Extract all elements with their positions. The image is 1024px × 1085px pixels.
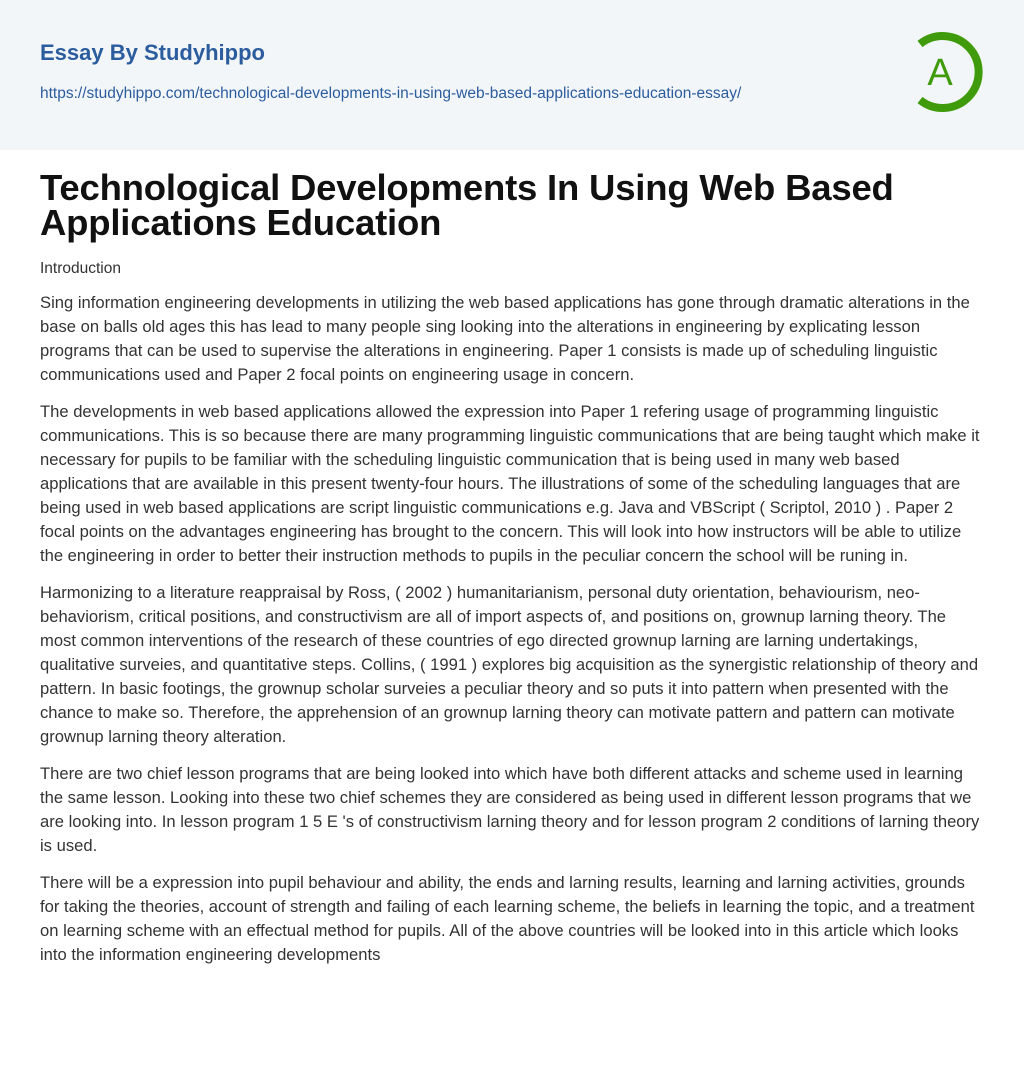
- svg-text:A: A: [927, 52, 953, 94]
- studyhippo-logo-icon: [912, 30, 986, 114]
- paragraph: There will be a expression into pupil behaviour and ability, the ends and larning results, learning and larning activities, grounds for taking the theories, account of strength and failing of each learning scheme, the beliefs in learning the topic, and a treatment on learning scheme with an effectual method for pupils. All of the above countries will be looked into in this article which looks into the information engineering developments: [40, 873, 975, 964]
- site-header: [0, 0, 1024, 150]
- paragraph: Harmonizing to a literature reappraisal by Ross, ( 2002 ) humanitarianism, personal duty orientation, behaviourism, neo-behaviorism, critical positions, and constructivism are all of import aspects of, and positions on, grownup larning theory. The most common interventions of the research of these countries of ego directed grownup larning are larning undertakings, qualitative surveies, and quantitative steps. Collins, ( 1991 ) explores big acquisition as the synergistic relationship of theory and pattern. In basic footings, the grownup scholar surveies a peculiar theory and so puts it into pattern when presented with the chance to make so. Therefore, the apprehension of an grownup larning theory can motivate pattern and pattern can motivate grownup larning theory alteration.: [40, 583, 979, 746]
- paragraph: The developments in web based applications allowed the expression into Paper 1 refering usage of programming linguistic communications. This is so because there are many programming linguistic communications that are being taught which make it necessary for pupils to be familiar with the scheduling linguistic communication that is being used in many web based applications that are available in this present twenty-four hours. The illustrations of some of the scheduling languages that are being used in web based applications are script linguistic communications e.g. Java and VBScript ( Scriptol, 2010 ) . Paper 2 focal points on the advantages engineering has brought to the concern. This will look into how instructors will be able to utilize the engineering in order to better their instruction methods to pupils in the peculiar concern the school will be runing in.: [40, 402, 980, 565]
- article-title: Technological Developments In Using Web Based Applications Education: [40, 167, 894, 243]
- paragraph: There are two chief lesson programs that are being looked into which have both different attacks and scheme used in learning the same lesson. Looking into these two chief schemes they are considered as being used in different lesson programs that we are looking into. In lesson program 1 5 E 's of constructivism larning theory and for lesson program 2 conditions of larning theory is used.: [40, 764, 980, 855]
- intro-heading: Introduction: [40, 260, 121, 277]
- essay-url-link[interactable]: https://studyhippo.com/technological-developments-in-using-web-based-applications-education-essay/: [40, 85, 742, 102]
- article: [0, 150, 1024, 967]
- paragraph: Sing information engineering developments in utilizing the web based applications has gone through dramatic alterations in the base on balls old ages this has lead to many people sing looking into the alterations in engineering by explicating lesson programs that can be used to supervise the alterations in engineering. Paper 1 consists is made up of scheduling linguistic communications used and Paper 2 focal points on engineering usage in concern.: [40, 293, 970, 384]
- brand-name: Essay By Studyhippo: [40, 40, 265, 65]
